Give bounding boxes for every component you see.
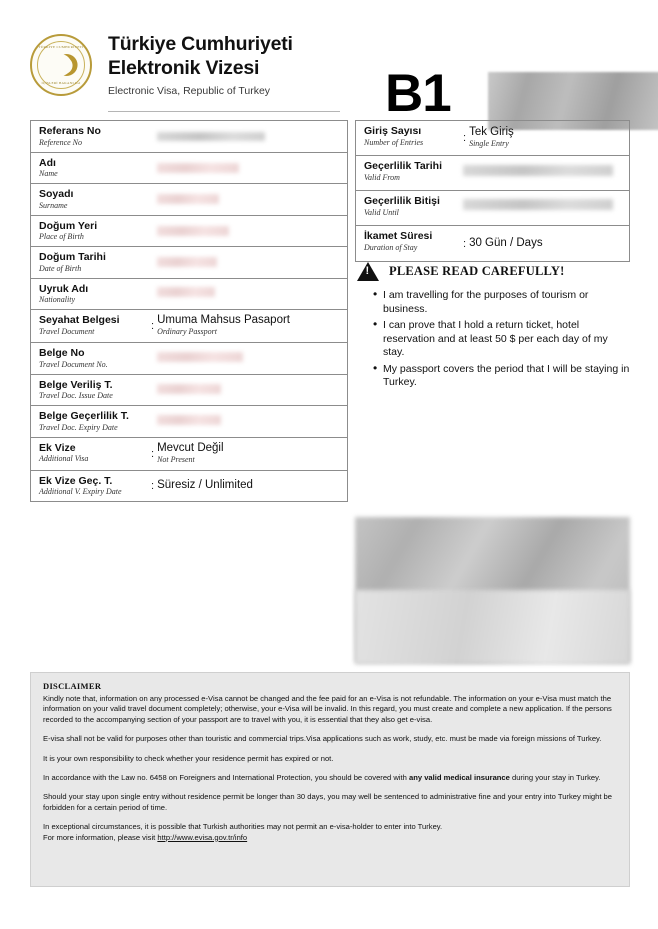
field-label [31,121,149,152]
value-colon: : [463,132,467,144]
field-value [149,184,347,215]
field-label-english: Valid Until [364,207,399,217]
field-value [461,121,629,155]
crescent-star-icon [50,54,72,76]
field-value-text: Mevcut Değil Not Present [157,441,224,464]
field-value-text: 30 Gün / Days [469,237,543,249]
field-label-english: Travel Doc. Expiry Date [39,422,118,432]
redacted-value [157,352,243,362]
insurance-text-pre: In accordance with the Law no. 6458 on Foreigners and International Protection, you should be covered with [43,773,409,783]
warning-list-item: • I am travelling for the purposes of tourism or business. [373,289,630,316]
field-label [31,153,149,184]
redacted-value [157,257,217,267]
field-label [31,184,149,215]
table-row [31,375,347,407]
document-header [30,32,630,123]
field-label [356,191,461,225]
field-value [149,247,347,278]
field-label-english: Name [39,169,58,178]
field-label-english: Travel Document No. [39,359,108,369]
title-line-turkish-2: Elektronik Vizesi [108,57,260,79]
redacted-value [157,384,221,394]
warning-list-item: • My passport covers the period that I will be staying in Turkey. [373,363,630,390]
republic-of-turkey-seal-icon [30,34,92,96]
field-label-turkish: Geçerlilik Tarihi [364,160,443,172]
table-row [31,216,347,248]
field-value-text-english: Single Entry [469,139,509,148]
table-row [356,226,629,261]
field-value-text-english: Not Present [157,454,195,464]
disclaimer-paragraph-insurance [43,773,617,783]
field-label [31,343,149,374]
disclaimer-paragraph-1: Kindly note that, information on any processed e-Visa cannot be changed and the fee paid for an e-Visa is not refundable. The information on your e-Visa must match the information on your valid travel document completely; otherwise, your e-Visa will be invalid. In this regard, you must create and complete a new application. If the persons recorded to the accompanying section of your passport are to travel with you, it is essential that they also get e-visa. [43,694,612,724]
field-label-english: Additional Visa [39,454,89,463]
redacted-side-mark [355,536,358,550]
redacted-value [463,165,613,176]
field-value [149,310,347,342]
field-label-english: Nationality [39,295,75,304]
table-row [31,153,347,185]
field-label [31,247,149,278]
seal-top-text: TÜRKİYE CUMHURİYETİ [38,45,84,49]
disclaimer-paragraph-2: E-visa shall not be valid for purposes other than touristic and commercial trips.Visa applications such as work, study, etc. must be made via foreign missions of Turkey. [43,734,602,744]
field-label-turkish: İkamet Süresi [364,230,433,242]
field-label [31,375,149,406]
insurance-text-post: during your stay in Turkey. [509,773,601,783]
table-row [31,184,347,216]
disclaimer-paragraph-final [43,822,617,843]
field-label [31,279,149,310]
warning-list [355,289,630,390]
value-colon: : [151,447,155,460]
field-value [149,375,347,406]
field-label [31,310,149,342]
warning-header [355,262,630,281]
field-label-turkish: Giriş Sayısı [364,125,422,137]
evisa-info-link[interactable]: http://www.evisa.gov.tr/info [157,832,248,842]
redacted-value [157,287,215,297]
field-value-text-english: Ordinary Passport [157,327,217,336]
table-row [31,406,347,438]
value-colon: : [151,320,155,332]
insurance-text-bold: any valid medical insurance [409,773,510,783]
field-value [149,406,347,437]
field-label-turkish: Adı [39,156,56,169]
warning-title: PLEASE READ CAREFULLY! [389,264,565,278]
table-row [31,279,347,311]
document-title [108,32,293,97]
field-label-turkish: Belge Geçerlilik T. [39,410,129,422]
warning-triangle-icon [357,262,379,281]
field-value [149,121,347,152]
field-label-turkish: Ek Vize [39,441,76,454]
field-value [149,438,347,470]
disclaimer-paragraph-3: It is your own responsibility to check whether your residence permit has expired or not. [43,753,334,763]
value-colon: : [463,237,467,250]
final-text: In exceptional circumstances, it is possible that Turkish authorities may not permit an e-visa-holder to enter into Turkey. [43,822,443,832]
field-label-english: Surname [39,200,68,210]
field-value [461,191,629,225]
table-row [356,191,629,226]
field-label-turkish: Seyahat Belgesi [39,314,120,326]
field-label-turkish: Doğum Tarihi [39,251,106,263]
disclaimer-paragraph-fine: Should your stay upon single entry without residence permit be longer than 30 days, you may well be sentenced to administrative fine and your entry into Turkey might be forbidden for a certain period of time. [43,792,613,812]
warning-list-item: • I can prove that I hold a return ticket, hotel reservation and at least 50 $ per each day of my stay. [373,319,630,360]
redacted-value [157,415,221,425]
field-label-english: Travel Document [39,326,95,336]
table-row [31,438,347,471]
field-label-english: Number of Entries [364,137,424,147]
field-label [31,438,149,470]
field-label-turkish: Referans No [39,125,101,137]
field-label-turkish: Geçerlilik Bitişi [364,195,440,207]
title-divider [108,111,340,112]
field-value [149,153,347,184]
table-row [356,121,629,156]
field-label-english: Valid From [364,172,400,182]
field-label-english: Date of Birth [39,263,82,273]
field-label-english: Travel Doc. Issue Date [39,391,113,400]
field-label-turkish: Uyruk Adı [39,282,89,295]
disclaimer-title: DISCLAIMER [43,681,102,691]
table-row [31,471,347,502]
field-label-english: Place of Birth [39,232,84,241]
field-label [31,406,149,437]
field-label-english: Additional V. Expiry Date [39,487,122,496]
disclaimer-block [30,672,630,887]
field-label-turkish: Belge No [39,347,85,359]
warning-block [355,262,630,393]
field-label [356,226,461,261]
redacted-value [157,226,229,236]
field-label-english: Reference No [39,137,83,147]
value-colon: : [151,479,155,492]
visa-type-code: B1 [385,64,451,123]
title-subtitle-english: Electronic Visa, Republic of Turkey [108,85,271,97]
field-value [149,216,347,247]
title-line-turkish-1: Türkiye Cumhuriyeti [108,33,293,55]
redacted-value [463,199,613,210]
table-row [31,343,347,375]
redacted-value [157,132,265,141]
visa-details-table [355,120,630,262]
field-value [149,343,347,374]
field-label-turkish: Soyadı [39,188,74,200]
field-value [149,471,347,502]
field-value [149,279,347,310]
table-row [31,247,347,279]
field-label-turkish: Ek Vize Geç. T. [39,474,113,487]
field-label [356,156,461,190]
field-label-english: Duration of Stay [364,242,418,252]
field-label [31,216,149,247]
redacted-details-area [355,590,630,664]
field-label-turkish: Doğum Yeri [39,219,98,232]
table-row [356,156,629,191]
field-label-turkish: Belge Veriliş T. [39,378,113,391]
redacted-value [157,194,219,204]
redacted-value [157,163,239,173]
table-row [31,121,347,153]
table-row [31,310,347,343]
field-value-text: Süresiz / Unlimited [157,479,253,492]
field-value [461,156,629,190]
seal-bottom-text: İÇİŞLERİ BAKANLIĞI [41,81,81,85]
field-label [31,471,149,502]
final-link-pre: For more information, please visit [43,832,158,842]
field-value [461,226,629,261]
field-value-text: Tek Giriş Single Entry [469,126,514,148]
field-label [356,121,461,155]
field-value-text: Umuma Mahsus Pasaport Ordinary Passport [157,314,291,336]
personal-details-table [30,120,348,502]
